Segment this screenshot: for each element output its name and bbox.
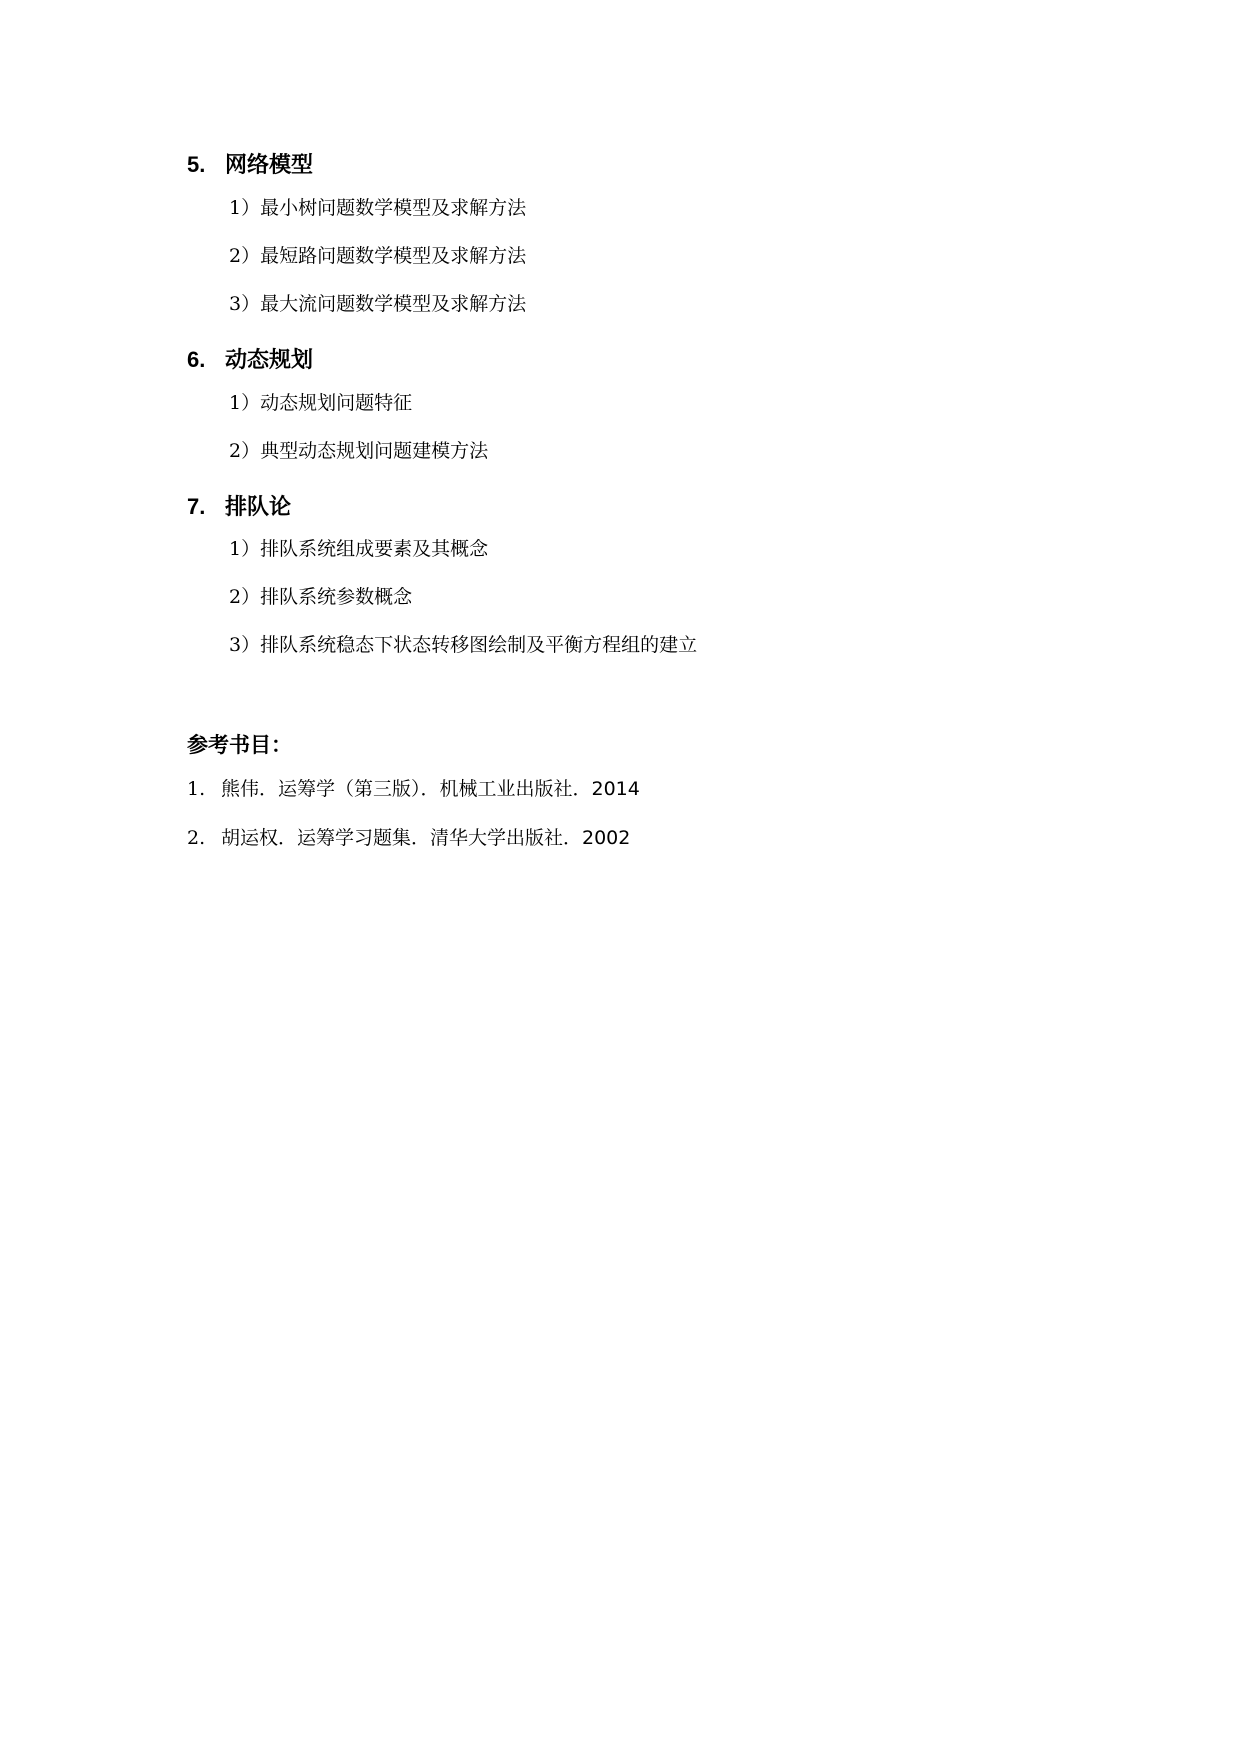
item-text: 典型动态规划问题建模方法 [260,440,489,462]
list-item [229,243,526,269]
reference-item [187,776,640,802]
list-item [229,632,697,658]
list-item [229,291,526,317]
item-number: 2） [229,440,261,462]
item-number: 3） [229,293,261,315]
section-number: 6. [187,347,206,372]
references-title: 参考书目： [187,733,292,757]
section-heading-5 [187,150,313,181]
section-number: 7. [187,494,206,519]
list-item [229,584,412,610]
reference-number: 1. [187,778,206,800]
item-text: 最大流问题数学模型及求解方法 [260,293,527,315]
section-heading-6 [187,345,313,376]
list-item [229,390,412,416]
item-number: 2） [229,245,261,267]
section-title: 网络模型 [225,153,314,178]
section-title: 动态规划 [225,348,314,373]
item-number: 1） [229,197,261,219]
item-number: 2） [229,586,261,608]
item-number: 1） [229,538,261,560]
item-text: 最短路问题数学模型及求解方法 [260,245,527,267]
list-item [229,536,488,562]
section-heading-7 [187,492,291,523]
reference-text: 熊伟．运筹学（第三版）．机械工业出版社．2014 [221,778,640,800]
reference-text: 胡运权．运筹学习题集．清华大学出版社．2002 [221,827,631,849]
section-title: 排队论 [225,495,292,520]
item-text: 排队系统稳态下状态转移图绘制及平衡方程组的建立 [260,634,698,656]
section-number: 5. [187,152,206,177]
item-number: 3） [229,634,261,656]
reference-item [187,825,630,851]
item-number: 1） [229,392,261,414]
list-item [229,438,488,464]
item-text: 排队系统参数概念 [260,586,413,608]
item-text: 最小树问题数学模型及求解方法 [260,197,527,219]
item-text: 动态规划问题特征 [260,392,413,414]
list-item [229,195,526,221]
reference-number: 2. [187,827,206,849]
item-text: 排队系统组成要素及其概念 [260,538,489,560]
